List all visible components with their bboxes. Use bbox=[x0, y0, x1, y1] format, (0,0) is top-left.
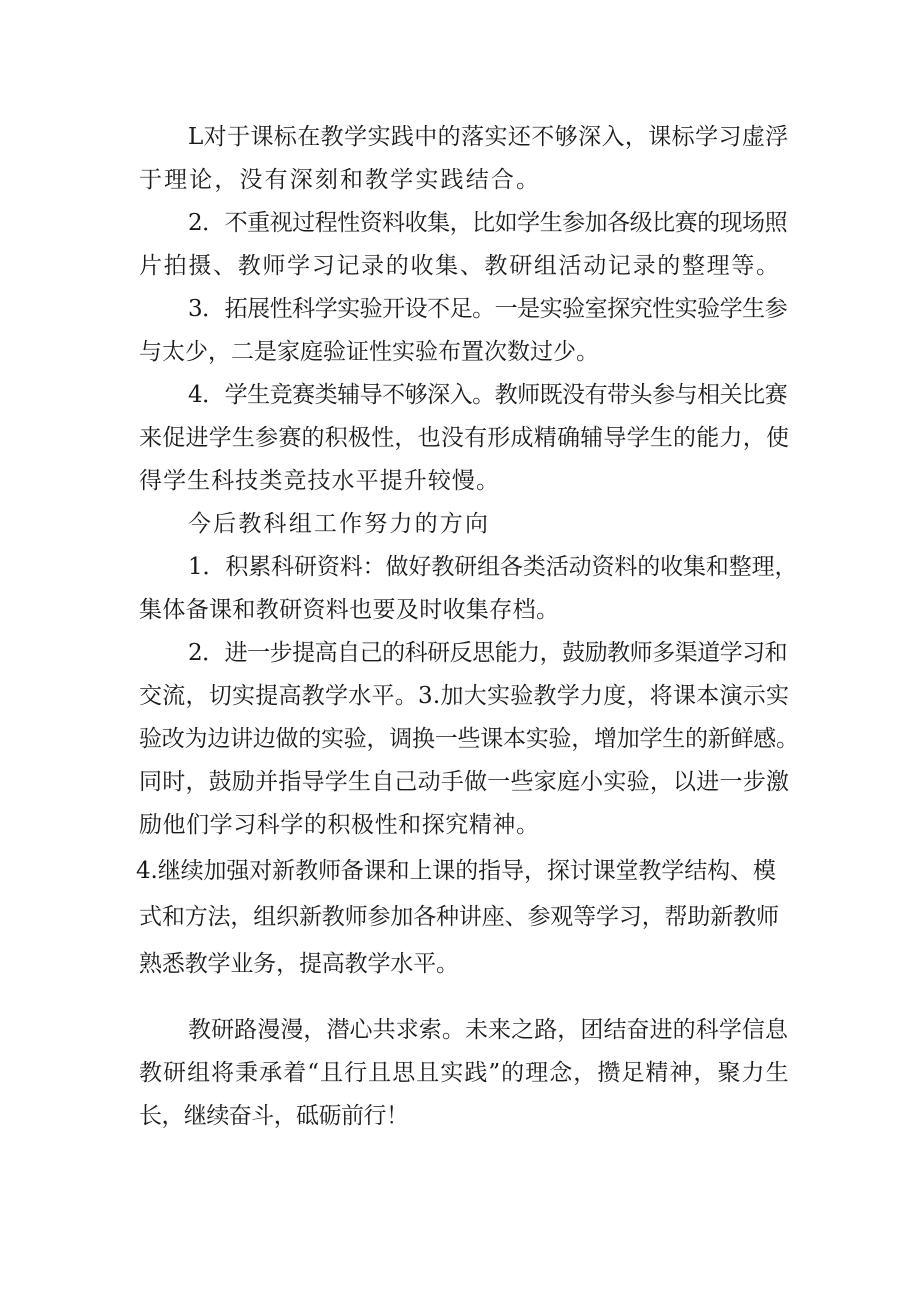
text-line: 长，继续奋斗，砥砺前行！ bbox=[139, 1103, 409, 1129]
text-line: 验改为边讲边做的实验，调换一些课本实验，增加学生的新鲜感。 bbox=[139, 726, 799, 752]
text-line: 教研组将秉承着“且行且思且实践”的理念，攒足精神，聚力生 bbox=[139, 1060, 790, 1086]
text-line: 教研路漫漫，潜心共求索。未来之路，团结奋进的科学信息 bbox=[188, 1017, 789, 1043]
text-line: 励他们学习科学的积极性和探究精神。 bbox=[139, 812, 540, 838]
text-line: 于理论，没有深刻和教学实践结合。 bbox=[139, 167, 542, 193]
section-heading: 今后教科组工作努力的方向 bbox=[188, 511, 491, 537]
text-line: 来促进学生参赛的积极性，也没有形成精确辅导学生的能力，使 bbox=[139, 425, 790, 451]
text-line: 式和方法，组织新教师参加各种讲座、参观等学习，帮助新教师 bbox=[139, 904, 779, 930]
text-line: 3．拓展性科学实验开设不足。一是实验室探究性实验学生参 bbox=[188, 296, 788, 322]
text-line: 熟悉教学业务，提高教学水平。 bbox=[139, 951, 459, 977]
text-line: 与太少，二是家庭验证性实验布置次数过少。 bbox=[139, 339, 599, 365]
text-line: 2．进一步提高自己的科研反思能力，鼓励教师多渠道学习和 bbox=[188, 640, 788, 666]
text-line: 片拍摄、教师学习记录的收集、教研组活动记录的整理等。 bbox=[139, 253, 781, 279]
text-line: 1．积累科研资料：做好教研组各类活动资料的收集和整理， bbox=[188, 554, 798, 580]
text-line: 2．不重视过程性资料收集，比如学生参加各级比赛的现场照 bbox=[188, 210, 788, 236]
text-line: L对于课标在教学实践中的落实还不够深入，课标学习虚浮 bbox=[188, 124, 789, 150]
text-line: 4．学生竞赛类辅导不够深入。教师既没有带头参与相关比赛 bbox=[188, 382, 788, 408]
text-line: 同时，鼓励并指导学生自己动手做一些家庭小实验，以进一步激 bbox=[139, 769, 790, 795]
text-line: 得学生科技类竞技水平提升较慢。 bbox=[139, 468, 501, 494]
text-line: 4.继续加强对新教师备课和上课的指导，探讨课堂教学结构、模 bbox=[136, 858, 776, 884]
text-line: 集体备课和教研资料也要及时收集存档。 bbox=[139, 597, 560, 623]
text-line: 交流，切实提高教学水平。3.加大实验教学力度，将课本演示实 bbox=[139, 683, 790, 709]
